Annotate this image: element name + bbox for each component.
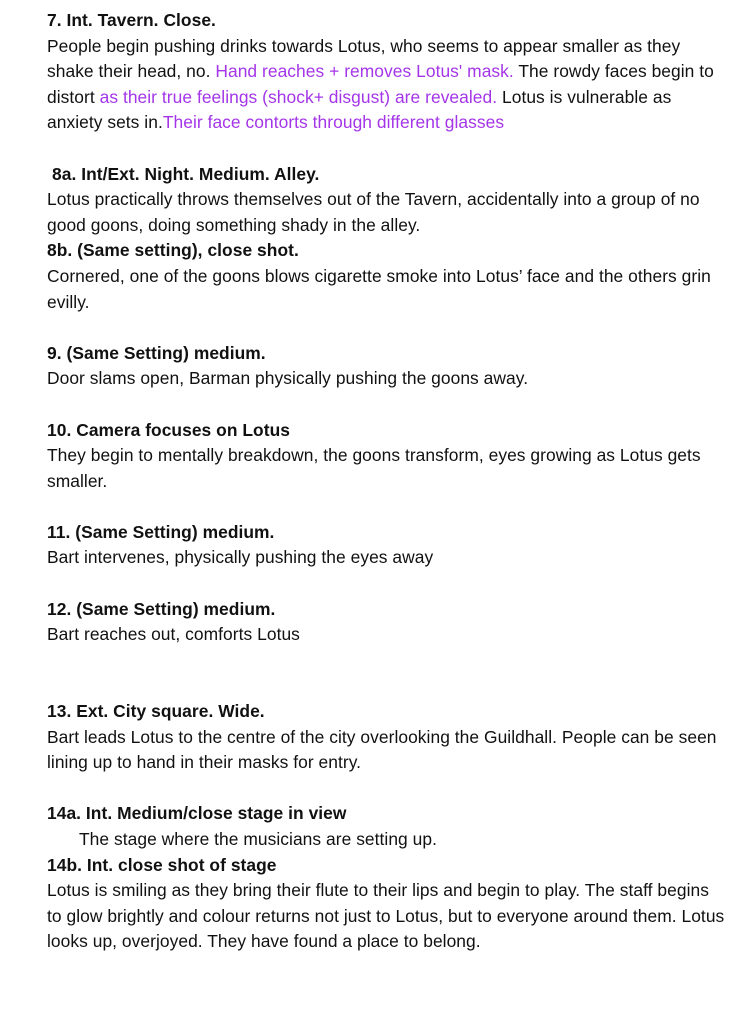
highlighted-text: as their true feelings (shock+ disgust) are revealed. bbox=[99, 86, 498, 107]
scene-description bbox=[47, 34, 727, 136]
highlighted-text: Their face contorts through different glasses bbox=[162, 112, 505, 133]
scene-14b bbox=[47, 853, 727, 955]
scene-14a bbox=[47, 801, 727, 852]
scene-heading: 8a. Int/Ext. Night. Medium. Alley. bbox=[52, 163, 320, 184]
scene-description: The stage where the musicians are setting up. bbox=[79, 829, 437, 849]
scene-heading: 9. (Same Setting) medium. bbox=[47, 342, 266, 363]
spacer bbox=[47, 648, 727, 699]
scene-8b bbox=[47, 238, 727, 315]
scene-heading: 8b. (Same setting), close shot. bbox=[47, 240, 299, 261]
scene-description: Lotus is smiling as they bring their flute to their lips and begin to play. The staff begins to glow brightly and colour returns not just to Lotus, but to everyone around them. Lotus looks up, overjoyed. They have found a place to belong. bbox=[47, 880, 725, 952]
scene-10 bbox=[47, 418, 727, 495]
scene-7 bbox=[47, 8, 727, 136]
scene-description: Bart reaches out, comforts Lotus bbox=[47, 624, 300, 645]
text-run: People begin pushing drinks towards Lotus, who seems to appear smaller as they shake their head, no. bbox=[47, 35, 681, 82]
scene-heading: 11. (Same Setting) medium. bbox=[47, 521, 275, 542]
scene-12 bbox=[47, 597, 727, 648]
scene-heading: 14a. Int. Medium/close stage in view bbox=[47, 803, 347, 824]
script-document bbox=[47, 8, 727, 955]
scene-11 bbox=[47, 520, 727, 571]
scene-description: Bart leads Lotus to the centre of the city overlooking the Guildhall. People can be seen lining up to hand in their masks for entry. bbox=[47, 726, 717, 773]
spacer bbox=[47, 392, 727, 418]
spacer bbox=[47, 776, 727, 802]
text-run: Lotus is vulnerable as anxiety sets in. bbox=[47, 86, 672, 133]
highlighted-text: Hand reaches + removes Lotus' mask. bbox=[215, 61, 514, 82]
scene-13 bbox=[47, 699, 727, 776]
scene-heading: 10. Camera focuses on Lotus bbox=[47, 419, 290, 440]
scene-heading: 14b. Int. close shot of stage bbox=[47, 854, 277, 875]
scene-description: They begin to mentally breakdown, the goons transform, eyes growing as Lotus gets smaller. bbox=[47, 445, 701, 491]
spacer bbox=[47, 494, 727, 520]
scene-description: Lotus practically throws themselves out of the Tavern, accidentally into a group of no good goons, doing something shady in the alley. bbox=[47, 189, 700, 235]
scene-heading: 7. Int. Tavern. Close. bbox=[47, 10, 216, 30]
scene-description: Bart intervenes, physically pushing the eyes away bbox=[47, 547, 434, 568]
scene-description: Cornered, one of the goons blows cigarette smoke into Lotus’ face and the others grin evilly. bbox=[47, 265, 711, 312]
scene-8a bbox=[47, 162, 727, 239]
scene-9 bbox=[47, 341, 727, 392]
scene-description: Door slams open, Barman physically pushing the goons away. bbox=[47, 368, 529, 389]
text-run: The rowdy faces begin to distort bbox=[47, 61, 714, 107]
scene-heading: 13. Ext. City square. Wide. bbox=[47, 701, 265, 722]
scene-heading: 12. (Same Setting) medium. bbox=[47, 598, 276, 619]
spacer bbox=[47, 571, 727, 597]
spacer bbox=[47, 136, 727, 162]
spacer bbox=[47, 315, 727, 341]
